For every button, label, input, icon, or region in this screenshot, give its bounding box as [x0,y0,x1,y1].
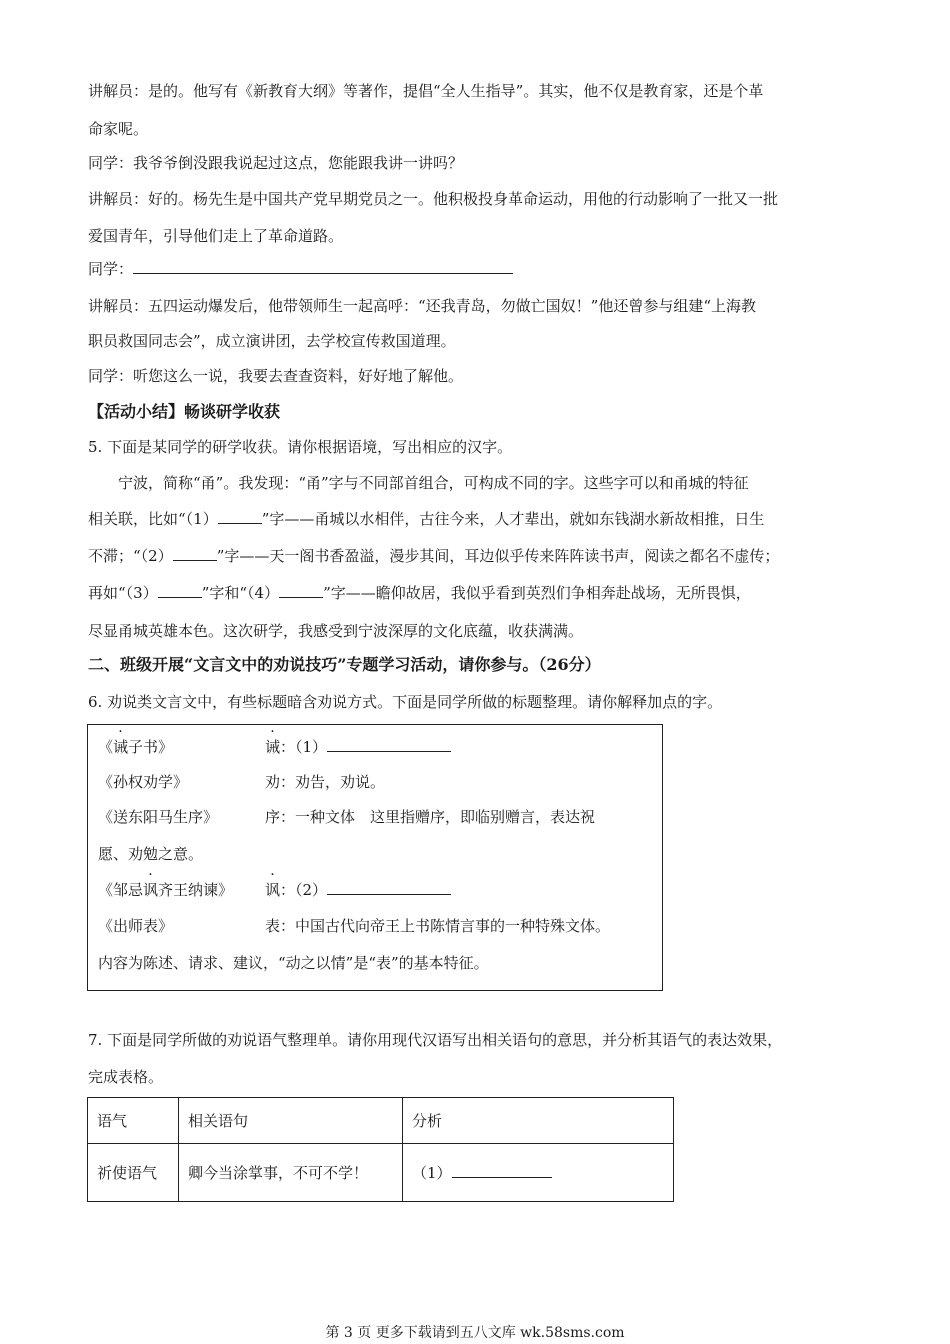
q5-text: ”字——天一阁书香盈溢，漫步其间，耳边似乎传来阵阵读书声，阅读之都名不虚传； [216,547,780,565]
q7-answer-label: （1） [412,1164,452,1182]
dialogue-line: 讲解员：是的。他写有《新教育大纲》等著作，提倡“全人生指导”。其实，他不仅是教育家，还是个革 [88,82,764,100]
dotted-char: 讽 [143,881,159,899]
q5-text: 相关联，比如“（1） [88,510,218,528]
q6-explanation [265,880,451,900]
q5-paragraph-line: 尽显甬城英雄本色。这次研学，我感受到宁波深厚的文化底蕴，收获满满。 [88,622,584,640]
q5-text: 不滞；“（2） [88,547,173,565]
q6-title [98,880,233,900]
q6-text: 子书》 [128,738,174,756]
page-footer: 第 3 页 更多下载请到五八文库 wk.58sms.com [325,1325,625,1341]
q6-text: 齐王纳谏》 [158,881,234,899]
q7-prompt: 7. 下面是同学所做的劝说语气整理单。请你用现代汉语写出相关语句的意思，并分析其语气的表达效果， [88,1031,783,1049]
q5-blank-2[interactable] [173,546,217,561]
table-header-row [88,1098,674,1144]
q7-table [87,1097,674,1202]
q6-explanation: 劝：劝告，劝说。 [265,773,386,791]
q6-blank-1[interactable] [327,737,451,752]
table-header-cell: 分析 [403,1098,674,1144]
q5-blank-4[interactable] [279,583,323,598]
dotted-char: 讽 [265,881,281,899]
dotted-char: 诫 [113,738,129,756]
table-cell [403,1144,674,1202]
table-cell: 祈使语气 [88,1144,179,1202]
dotted-char: 诫 [265,738,281,756]
q5-paragraph-line [88,583,751,603]
q6-explanation-cont: 内容为陈述、请求、建议，“动之以情”是“表”的基本特征。 [98,954,489,972]
dialogue-line: 同学：听您这么一说，我要去查查资料，好好地了解他。 [88,367,464,385]
table-header-cell: 相关语句 [179,1098,403,1144]
q7-blank-1[interactable] [452,1163,552,1178]
q6-text: 《邹忌 [98,881,144,899]
q6-title: 《孙权劝学》 [98,773,189,791]
section-2-heading: 二、班级开展“文言文中的劝说技巧”专题学习活动，请你参与。（26分） [88,655,601,674]
q7-prompt: 完成表格。 [88,1068,164,1086]
table-cell: 卿今当涂掌事，不可不学！ [179,1144,403,1202]
dialogue-line: 同学：我爷爷倒没跟我说起过这点，您能跟我讲一讲吗？ [88,154,464,172]
table-header-cell: 语气 [88,1098,179,1144]
q5-prompt: 5. 下面是某同学的研学收获。请你根据语境，写出相应的汉字。 [88,438,513,456]
q5-blank-1[interactable] [218,509,262,524]
q5-paragraph-line [88,546,779,566]
q6-title [98,737,173,757]
q5-text: ”字——瞻仰故居，我似乎看到英烈们争相奔赴战场，无所畏惧， [323,584,751,602]
q5-paragraph-line [88,509,764,529]
q6-text: 《 [98,738,114,756]
q5-text: ”字和“（4） [201,584,280,602]
q6-explanation: 序：一种文体 这里指赠序，即临别赠言，表达祝 [265,808,596,826]
q6-title: 《出师表》 [98,917,174,935]
q5-paragraph-line: 宁波，简称“甬”。我发现：“甬”字与不同部首组合，可构成不同的字。这些字可以和甬城的特征 [118,474,749,492]
q6-prompt: 6. 劝说类文言文中，有些标题暗含劝说方式。下面是同学所做的标题整理。请你解释加点的字。 [88,693,723,711]
dialogue-line: 职员救国同志会”，成立演讲团，去学校宣传救国道理。 [88,332,456,350]
q6-blank-2[interactable] [327,880,451,895]
q6-explanation [265,737,451,757]
q6-title: 《送东阳马生序》 [98,808,219,826]
dialogue-line: 命家呢。 [88,120,149,138]
q6-text: ：（1） [280,738,328,756]
q5-text: 再如“（3） [88,584,158,602]
dialogue-speaker: 同学： [88,260,134,278]
q6-explanation: 表：中国古代向帝王上书陈情言事的一种特殊文体。 [265,917,611,935]
dialogue-line: 爱国青年，引导他们走上了革命道路。 [88,227,344,245]
dialogue-line: 讲解员：五四运动爆发后，他带领师生一起高呼：“还我青岛，勿做亡国奴！”他还曾参与组建“上海教 [88,297,757,315]
q6-explanation-cont: 愿、劝勉之意。 [98,845,204,863]
summary-heading: 【活动小结】畅谈研学收获 [88,402,281,421]
q5-text: ”字——甬城以水相伴，古往今来，人才辈出，就如东钱湖水新故相推，日生 [261,510,765,528]
q5-blank-3[interactable] [158,583,202,598]
answer-blank[interactable] [133,259,513,274]
dialogue-answer-line [88,259,513,279]
dialogue-line: 讲解员：好的。杨先生是中国共产党早期党员之一。他积极投身革命运动，用他的行动影响了一批又一批 [88,190,779,208]
q6-text: ：（2） [280,881,328,899]
table-row [88,1144,674,1202]
